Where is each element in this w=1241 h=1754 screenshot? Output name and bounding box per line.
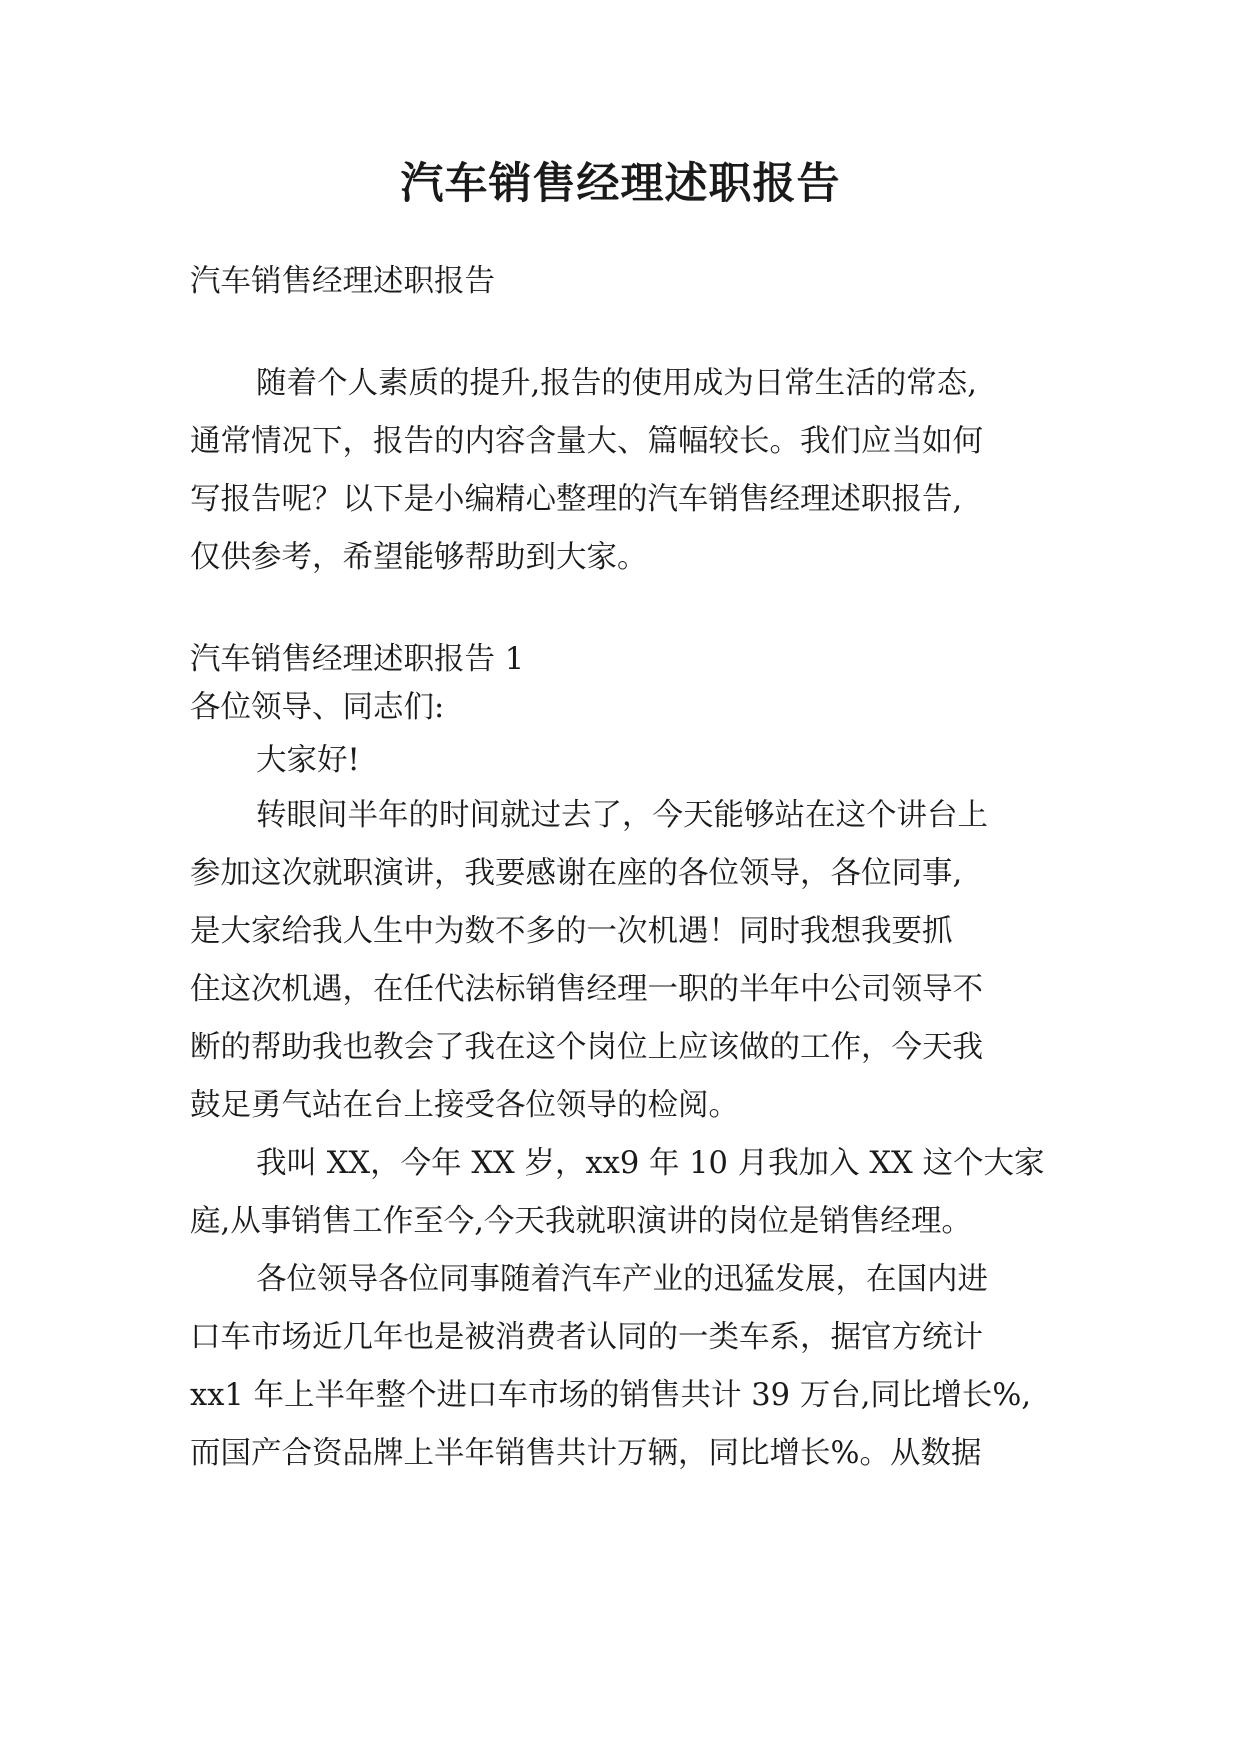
paragraph-line: xx1 年上半年整个进口车市场的销售共计 39 万台,同比增长%,	[190, 1378, 1032, 1413]
paragraph-line: 各位领导各位同事随着汽车产业的迅猛发展，在国内进	[256, 1262, 988, 1297]
paragraph-line: 是大家给我人生中为数不多的一次机遇！同时我想我要抓	[190, 914, 953, 949]
section-heading: 汽车销售经理述职报告 1	[190, 642, 525, 677]
document-title: 汽车销售经理述职报告	[400, 159, 841, 209]
document-subtitle: 汽车销售经理述职报告	[190, 264, 495, 299]
paragraph-line: 口车市场近几年也是被消费者认同的一类车系，据官方统计	[190, 1320, 983, 1355]
intro-line: 写报告呢？以下是小编精心整理的汽车销售经理述职报告,	[190, 482, 963, 517]
greeting: 大家好!	[256, 743, 360, 778]
salutation: 各位领导、同志们:	[190, 690, 445, 725]
paragraph-line: 转眼间半年的时间就过去了，今天能够站在这个讲台上	[256, 798, 988, 833]
paragraph-line: 住这次机遇，在任代法标销售经理一职的半年中公司领导不	[190, 972, 983, 1007]
paragraph-line: 而国产合资品牌上半年销售共计万辆，同比增长%。从数据	[190, 1436, 982, 1471]
paragraph-line: 参加这次就职演讲，我要感谢在座的各位领导，各位同事,	[190, 856, 963, 891]
paragraph-line: 庭,从事销售工作至今,今天我就职演讲的岗位是销售经理。	[190, 1204, 972, 1239]
intro-line: 通常情况下，报告的内容含量大、篇幅较长。我们应当如何	[190, 424, 983, 459]
intro-line: 随着个人素质的提升,报告的使用成为日常生活的常态,	[256, 366, 977, 401]
paragraph-line: 断的帮助我也教会了我在这个岗位上应该做的工作，今天我	[190, 1030, 983, 1065]
paragraph-line: 鼓足勇气站在台上接受各位领导的检阅。	[190, 1088, 739, 1123]
paragraph-line: 我叫 XX，今年 XX 岁，xx9 年 10 月我加入 XX 这个大家	[256, 1146, 1045, 1181]
intro-line: 仅供参考，希望能够帮助到大家。	[190, 540, 648, 575]
